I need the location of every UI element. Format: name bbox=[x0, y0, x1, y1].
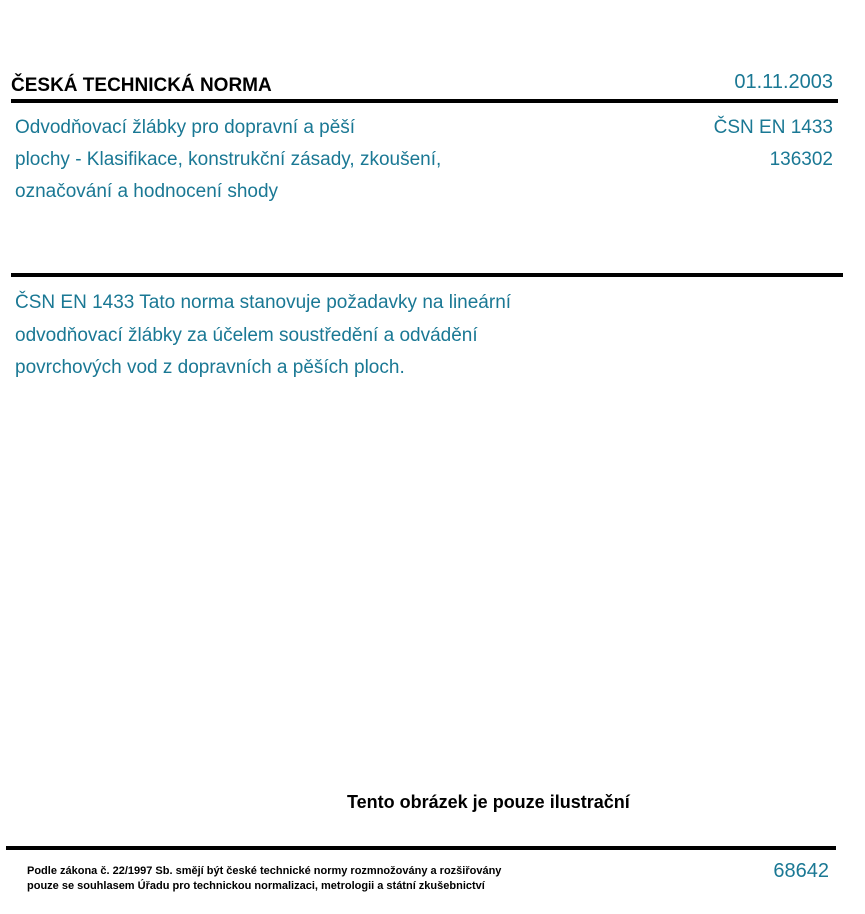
abstract-line: odvodňovací žlábky za účelem soustředění a odvádění bbox=[15, 324, 478, 346]
abstract-line: ČSN EN 1433 Tato norma stanovuje požadavky na lineární bbox=[15, 292, 512, 313]
standard-code: ČSN EN 1433 bbox=[713, 117, 833, 138]
header-divider bbox=[11, 99, 838, 103]
standard-title-line: označování a hodnocení shody bbox=[15, 181, 279, 202]
standard-identifiers bbox=[714, 112, 833, 176]
document-type-heading: ČESKÁ TECHNICKÁ NORMA bbox=[11, 75, 272, 96]
abstract-text bbox=[15, 287, 605, 385]
standard-title-line: plochy - Klasifikace, konstrukční zásady, zkoušení, bbox=[15, 149, 442, 170]
publication-date: 01.11.2003 bbox=[734, 71, 833, 93]
document-number: 68642 bbox=[773, 860, 829, 882]
standard-title bbox=[15, 112, 615, 208]
standard-title-line: Odvodňovací žlábky pro dopravní a pěší bbox=[15, 117, 356, 138]
abstract-line: povrchových vod z dopravních a pěších ploch. bbox=[15, 357, 405, 378]
legal-notice-line: pouze se souhlasem Úřadu pro technickou normalizaci, metrologii a státní zkušebnictví bbox=[27, 880, 485, 892]
legal-notice-line: Podle zákona č. 22/1997 Sb. smějí být české technické normy rozmnožovány a rozšiřovány bbox=[27, 865, 502, 877]
illustration-disclaimer: Tento obrázek je pouze ilustrační bbox=[347, 792, 630, 812]
footer-divider bbox=[6, 846, 836, 850]
classification-number: 136302 bbox=[769, 149, 833, 170]
section-divider bbox=[11, 273, 843, 277]
legal-notice bbox=[27, 864, 501, 894]
